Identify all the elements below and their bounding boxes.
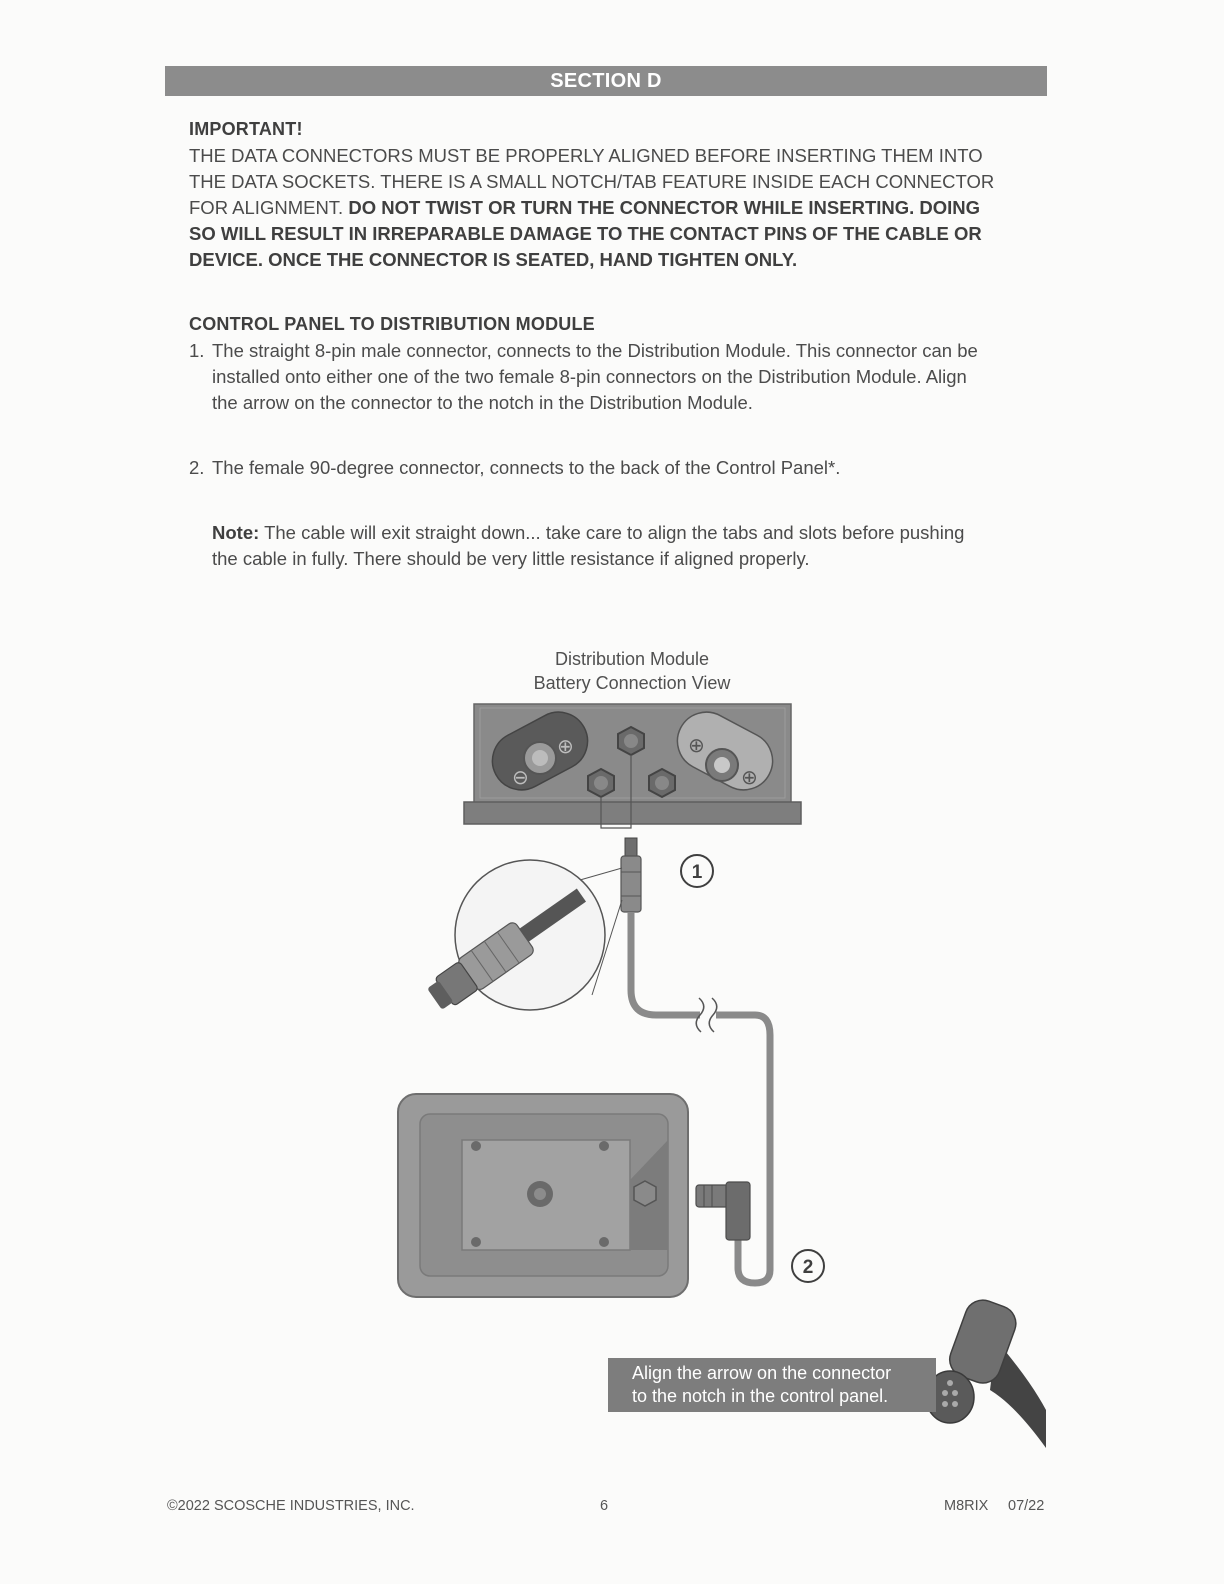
- step-1-line-2: installed onto either one of the two female 8-pin connectors on the Distribution Module. Align: [212, 366, 967, 387]
- callout-line-2: to the notch in the control panel.: [632, 1386, 889, 1406]
- marker-2: [792, 1250, 824, 1282]
- footer-model: M8RIX: [944, 1498, 989, 1514]
- svg-text:⊖: ⊖: [512, 765, 529, 789]
- footer-copyright: ©2022 SCOSCHE INDUSTRIES, INC.: [167, 1498, 415, 1514]
- important-line-3-plain: FOR ALIGNMENT.: [189, 197, 349, 218]
- footer-date: 07/22: [1008, 1498, 1045, 1514]
- callout-line-1: Align the arrow on the connector: [632, 1363, 892, 1383]
- important-line-1: THE DATA CONNECTORS MUST BE PROPERLY ALIGNED BEFORE INSERTING THEM INTO: [189, 145, 983, 166]
- distribution-module: [464, 702, 801, 824]
- svg-text:⊕: ⊕: [688, 733, 705, 757]
- important-heading: IMPORTANT!: [189, 119, 303, 139]
- marker-2-label: 2: [802, 1257, 814, 1278]
- marker-1: [681, 855, 713, 887]
- connector-zoom-view: [424, 860, 622, 1015]
- note-line-2: the cable in fully. There should be very little resistance if aligned properly.: [212, 548, 810, 569]
- control-panel-back: [398, 1094, 688, 1297]
- step-1-line-3: the arrow on the connector to the notch in the Distribution Module.: [212, 392, 753, 413]
- important-line-2: THE DATA SOCKETS. THERE IS A SMALL NOTCH/TAB FEATURE INSIDE EACH CONNECTOR: [189, 171, 995, 192]
- important-line-4: SO WILL RESULT IN IRREPARABLE DAMAGE TO THE CONTACT PINS OF THE CABLE OR: [189, 223, 982, 244]
- step-2-text: The female 90-degree connector, connects to the back of the Control Panel*.: [212, 457, 841, 478]
- important-line-5: DEVICE. ONCE THE CONNECTOR IS SEATED, HAND TIGHTEN ONLY.: [189, 249, 798, 270]
- important-line-3-bold: DO NOT TWIST OR TURN THE CONNECTOR WHILE INSERTING. DOING: [348, 197, 981, 218]
- right-angle-connector: [696, 1182, 750, 1240]
- straight-connector: [621, 838, 641, 912]
- connector-photo: [926, 1295, 1046, 1448]
- diagram-caption-line-2: Battery Connection View: [533, 673, 731, 693]
- step-1-number: 1.: [189, 340, 205, 361]
- step-2-number: 2.: [189, 457, 205, 478]
- note-line-1-text: The cable will exit straight down... take care to align the tabs and slots before pushing: [259, 522, 965, 543]
- marker-1-label: 1: [691, 862, 703, 883]
- callout-box: [608, 1358, 936, 1412]
- diagram-caption-line-1: Distribution Module: [554, 649, 710, 669]
- step-1-line-1: The straight 8-pin male connector, connects to the Distribution Module. This connector can be: [212, 340, 978, 361]
- svg-text:⊕: ⊕: [557, 734, 574, 758]
- control-panel-heading: CONTROL PANEL TO DISTRIBUTION MODULE: [189, 314, 595, 334]
- svg-text:⊕: ⊕: [741, 765, 758, 789]
- section-header: SECTION D: [165, 66, 1047, 96]
- footer-page-number: 6: [600, 1498, 609, 1514]
- note-label: Note:: [212, 522, 260, 543]
